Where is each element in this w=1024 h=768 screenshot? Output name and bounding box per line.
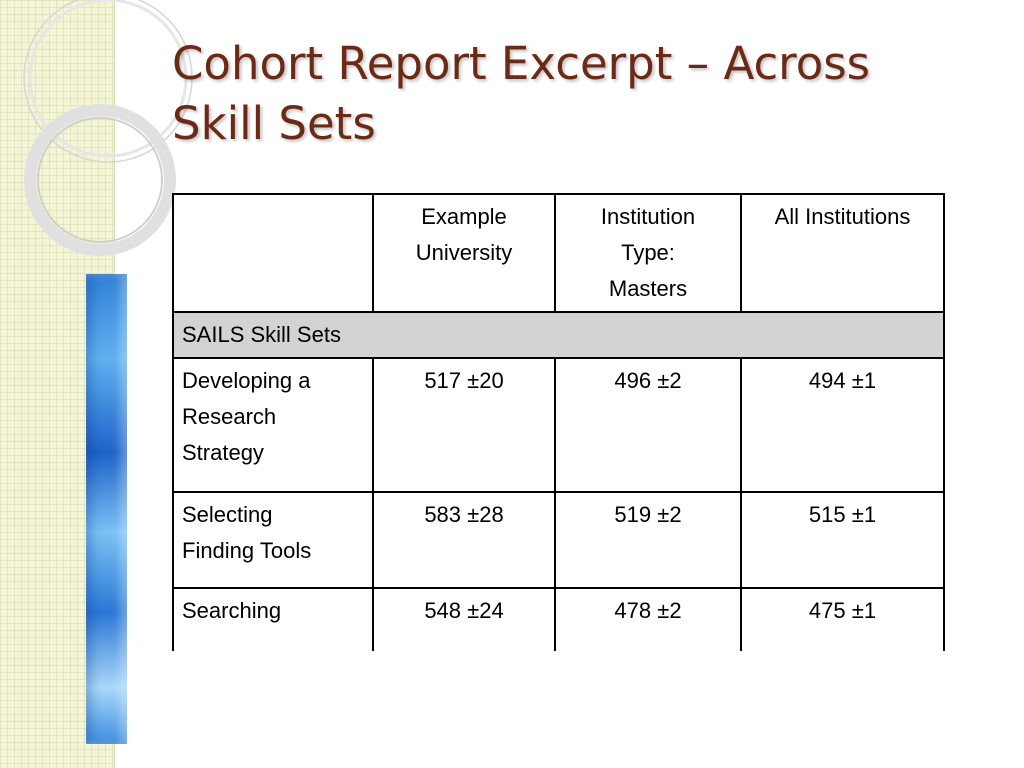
header-corner-cell (173, 194, 373, 312)
table-row (173, 588, 944, 651)
header-example-university: Example University (373, 194, 555, 312)
decorative-rings (0, 0, 200, 300)
value-cell: 517 ±20 (373, 358, 555, 492)
value-cell: 475 ±1 (741, 588, 944, 651)
title-line-1: Cohort Report Excerpt – Across (172, 37, 871, 90)
header-institution-type: Institution Type: Masters (555, 194, 741, 312)
value-cell: 494 ±1 (741, 358, 944, 492)
slide-title (172, 34, 972, 154)
table-row (173, 492, 944, 588)
section-row (173, 312, 944, 358)
row-label: Searching (173, 588, 373, 651)
row-label: Selecting Finding Tools (173, 492, 373, 588)
value-cell: 515 ±1 (741, 492, 944, 588)
table-row (173, 358, 944, 492)
blue-accent-bar (86, 274, 127, 744)
value-cell: 548 ±24 (373, 588, 555, 651)
value-cell: 478 ±2 (555, 588, 741, 651)
value-cell: 496 ±2 (555, 358, 741, 492)
value-cell: 583 ±28 (373, 492, 555, 588)
table-header-row (173, 194, 944, 312)
header-all-institutions: All Institutions (741, 194, 944, 312)
row-label: Developing a Research Strategy (173, 358, 373, 492)
cohort-report-table (172, 193, 945, 651)
title-line-2: Skill Sets (172, 97, 376, 150)
section-label: SAILS Skill Sets (173, 312, 944, 358)
value-cell: 519 ±2 (555, 492, 741, 588)
